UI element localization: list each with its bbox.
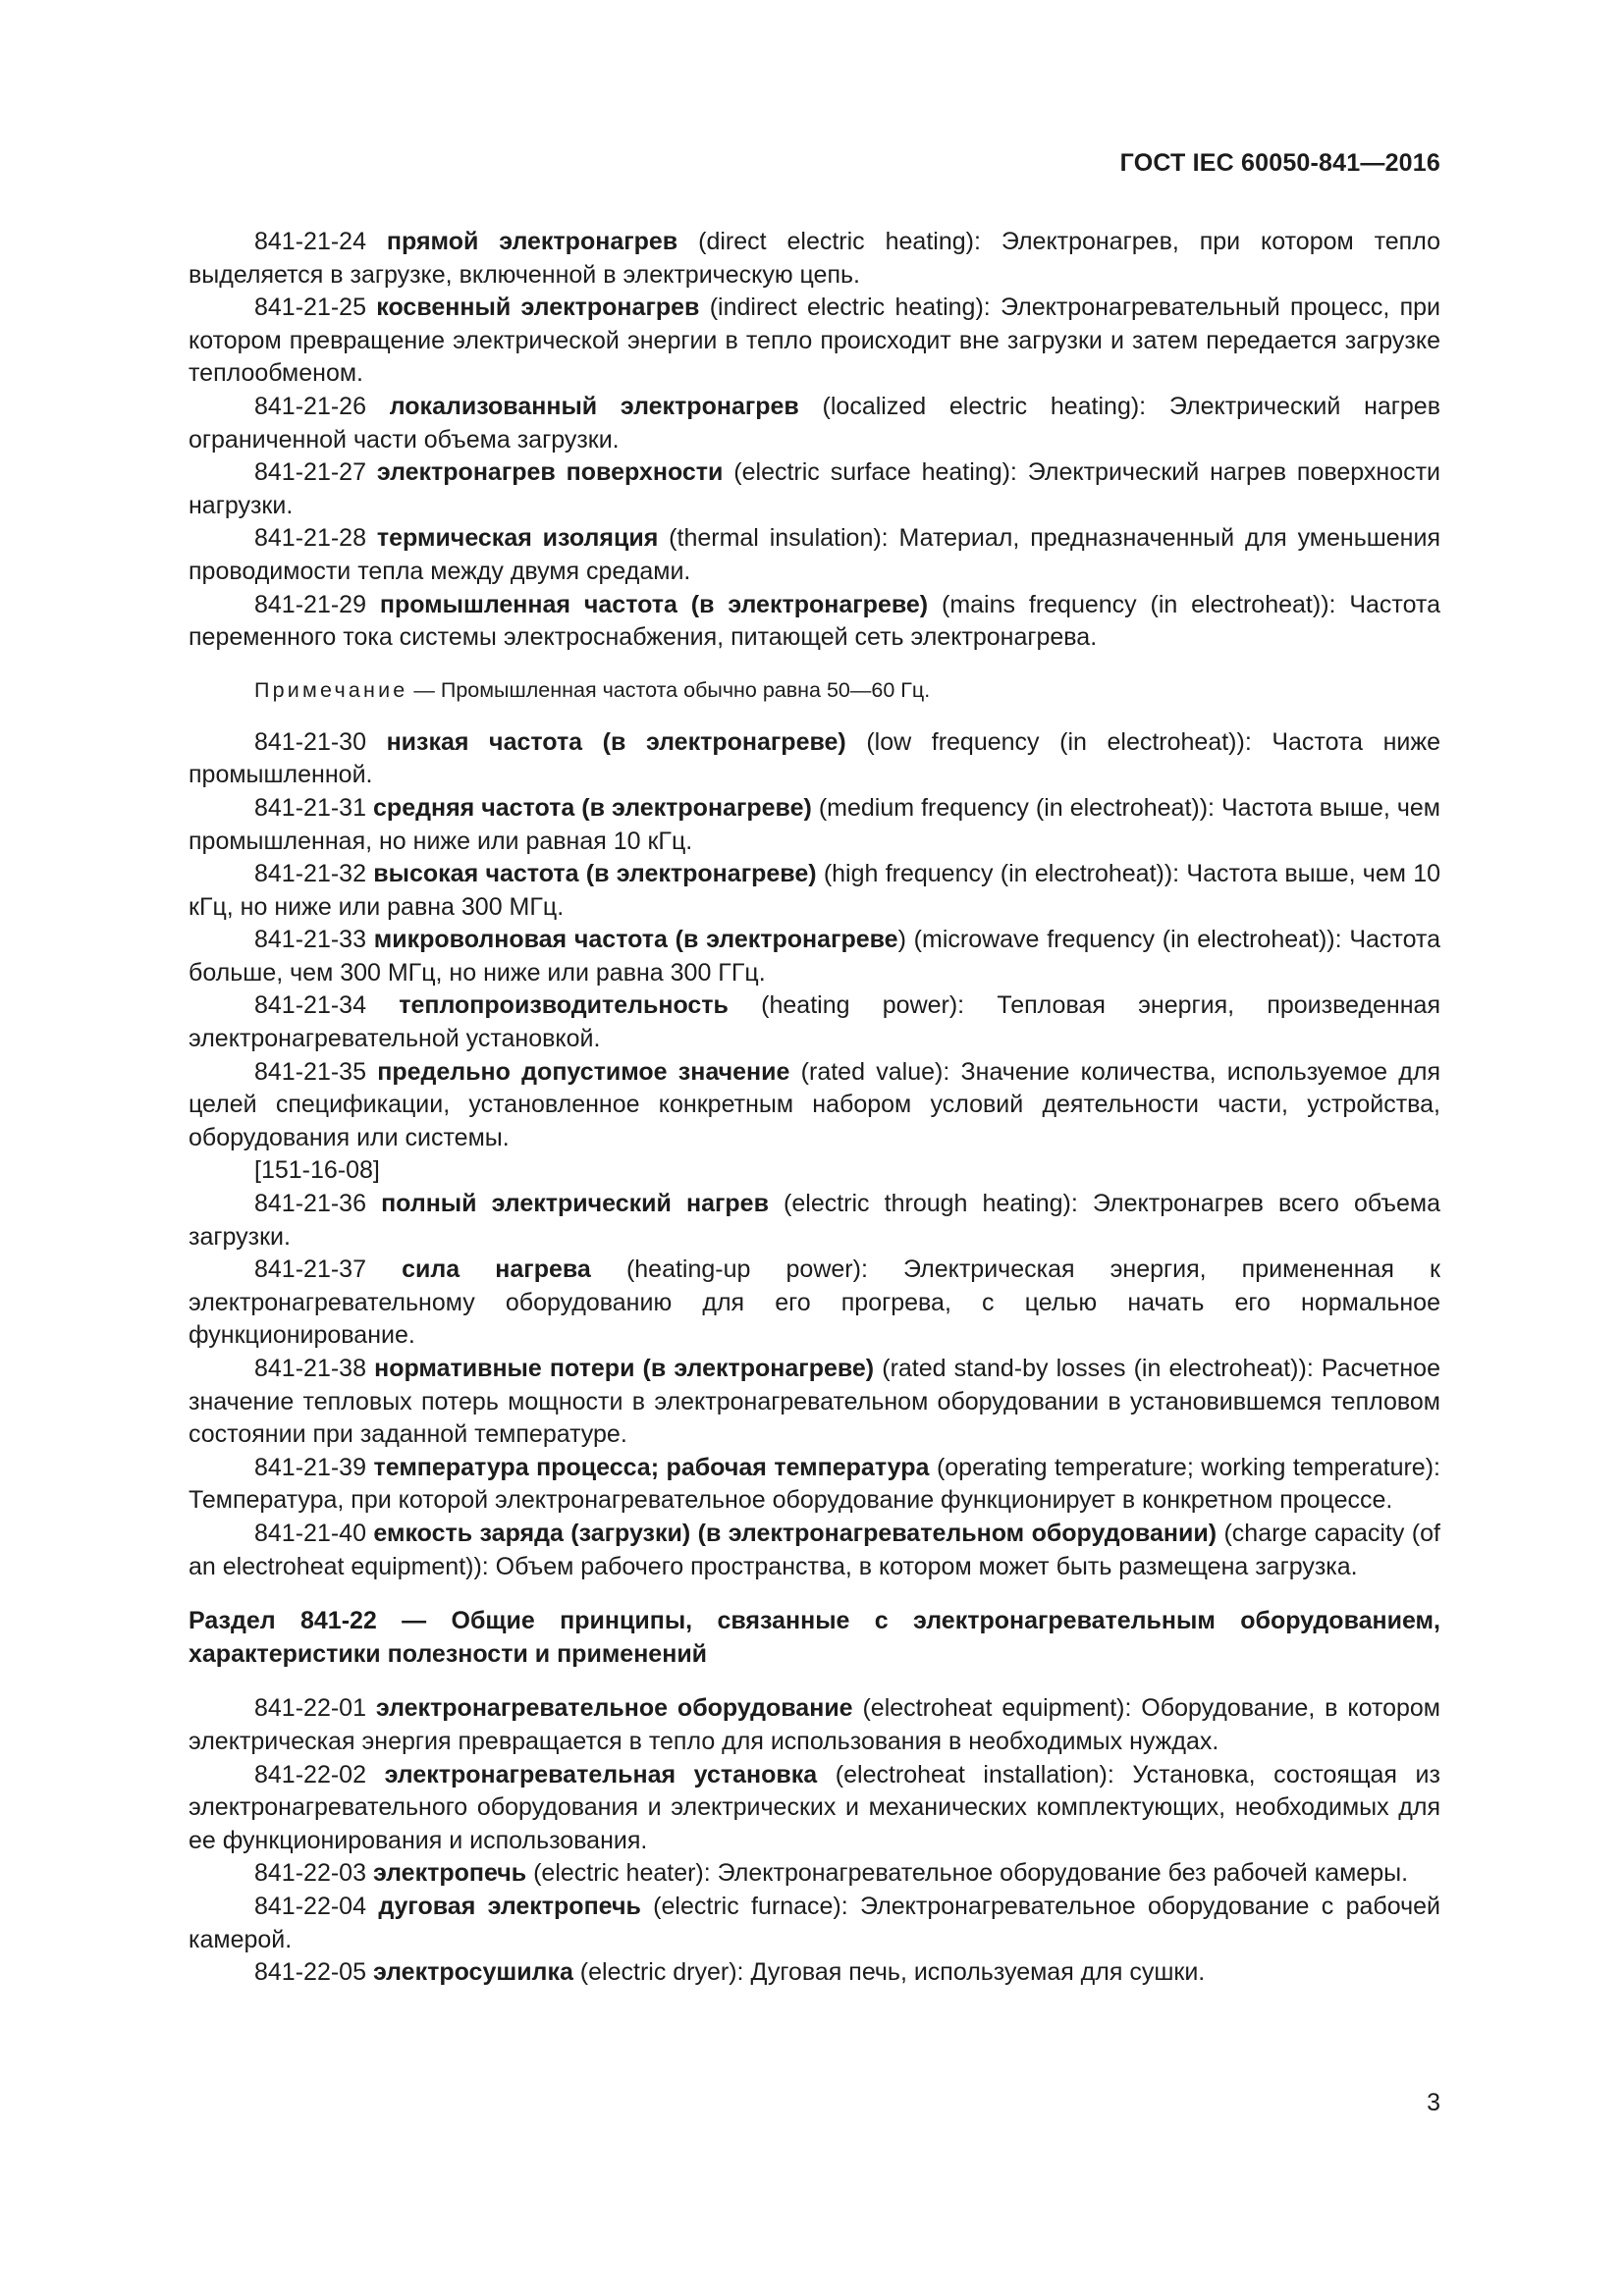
term-entry [189,858,1440,924]
entry-number: 841-21-34 [254,991,366,1020]
term-entry [189,1857,1440,1891]
term-entry [189,1518,1440,1583]
entry-definition: (charge capacity (of an electroheat equipment)): Объем рабочего пространства, в котором может быть размещена загрузка. [189,1519,1440,1580]
term-entry [189,589,1440,655]
entry-term: косвенный электронагрев [376,294,700,322]
note-label: Примечание [254,677,408,702]
entry-definition: (low frequency (in electroheat)): Частота ниже промышленной. [189,727,1441,789]
term-entry [189,1452,1440,1518]
entry-definition: (electric furnace): Электронагревательное оборудование с рабочей камерой. [189,1892,1440,1953]
page-number: 3 [1427,2089,1440,2116]
entry-definition: (medium frequency (in electroheat)): Частота выше, чем промышленная, но ниже или равная 10 кГц. [189,793,1440,855]
entries-group-a [189,226,1440,655]
entry-term: электронагревательное оборудование [375,1694,853,1723]
term-entry [189,1891,1440,1956]
term-entry [189,726,1440,792]
entry-number: 841-21-28 [254,524,366,553]
term-entry [189,292,1440,391]
term-entry [189,989,1440,1055]
entry-definition: (thermal insulation): Материал, предназначенный для уменьшения проводимости тепла между двумя средами. [189,524,1440,585]
entry-number: 841-22-05 [254,1958,366,1987]
entry-definition: (localized electric heating): Электрический нагрев ограниченной части объема загрузки. [189,392,1440,454]
entry-definition: (rated value): Значение количества, используемое для целей спецификации, установленное конкретным набором условий деятельности части, устройства, оборудования или системы. [189,1057,1441,1151]
entry-definition: (heating-up power): Электрическая энергия, примененная к электронагревательному оборудованию для его прогрева, с целью начать его нормальное функционирование. [189,1255,1440,1350]
term-entry [189,924,1440,989]
term-entry [189,226,1440,292]
entry-number: 841-21-26 [254,392,366,420]
entry-term: электронагревательная установка [384,1760,818,1789]
entries-group-b [189,726,1440,1188]
entries-group-c [189,1188,1440,1583]
entry-number: 841-21-35 [254,1057,366,1086]
entry-term: средняя частота (в электронагреве) [373,793,812,822]
entry-term: электросушилка [372,1958,573,1987]
entry-number: 841-21-40 [254,1519,366,1547]
entry-term: электропечь [372,1859,527,1888]
entry-term: температура процесса; рабочая температура [373,1453,930,1481]
entry-definition: (rated stand-by losses (in electroheat)): Расчетное значение тепловых потерь мощности в электронагревательном оборудовании в установившемся тепловом состоянии при заданной температуре. [189,1355,1440,1449]
entry-definition: (electroheat equipment): Оборудование, в котором электрическая энергия превращается в тепло для использования в необходимых нуждах. [189,1694,1440,1755]
term-entry [189,391,1440,456]
entry-number: 841-21-32 [254,860,366,888]
entry-number: 841-21-33 [254,926,366,954]
entry-term: локализованный электронагрев [389,392,799,420]
entry-definition: (electric heater): Электронагревательное оборудование без рабочей камеры. [526,1859,1409,1888]
entry-term: теплопроизводительность [399,991,729,1020]
term-entry [189,1056,1440,1155]
cross-reference: [151-16-08] [254,1156,380,1185]
entry-number: 841-21-31 [254,793,366,822]
entry-number: 841-21-24 [254,228,366,255]
entry-definition: (electroheat installation): Установка, состоящая из электронагревательного оборудования и электрических и механических комплектующих, необходимых для ее функционирования и использования. [189,1760,1440,1854]
entry-term: термическая изоляция [376,524,659,553]
entry-number: 841-21-39 [254,1453,366,1481]
term-entry [189,1692,1440,1758]
entry-term: микроволновая частота (в электронагреве [373,926,898,954]
entry-definition: (electric through heating): Электронагрев всего объема загрузки. [189,1190,1440,1251]
document-header: ГОСТ IEC 60050-841—2016 [1119,149,1440,177]
term-entry [189,522,1440,588]
entry-definition: (operating temperature; working temperature): Температура, при которой электронагревательное оборудование функционирует в конкретном процессе. [189,1453,1440,1515]
term-entry [189,1188,1440,1254]
entries-group-d [189,1692,1440,1989]
entry-number: 841-21-29 [254,590,366,618]
term-entry [189,1254,1440,1353]
entry-number: 841-22-04 [254,1892,366,1920]
entry-number: 841-21-38 [254,1355,366,1382]
term-entry [189,1353,1440,1452]
entry-term: нормативные потери (в электронагреве) [374,1355,875,1382]
entry-definition: (indirect electric heating): Электронагревательный процесс, при котором превращение электрической энергии в тепло происходит вне загрузки и затем передается загрузке теплообменом. [189,294,1440,388]
entry-definition: (electric surface heating): Электрический нагрев поверхности нагрузки. [189,458,1441,519]
entry-definition: (mains frequency (in electroheat)): Частота переменного тока системы электроснабжения, питающей сеть электронагрева. [189,590,1440,652]
term-entry [189,1956,1440,1990]
entry-term: промышленная частота (в электронагреве) [379,590,929,618]
entry-number: 841-21-37 [254,1255,366,1284]
entry-definition: (direct electric heating): Электронагрев, при котором тепло выделяется в загрузке, включенной в электрическую цепь. [189,228,1440,289]
entry-term: низкая частота (в электронагреве) [386,727,846,756]
entry-term: прямой электронагрев [386,228,678,255]
entry-number: 841-22-02 [254,1760,366,1789]
term-entry [189,792,1440,858]
entry-term: электронагрев поверхности [376,458,724,487]
entry-definition: (high frequency (in electroheat)): Частота выше, чем 10 кГц, но ниже или равна 300 МГц. [189,860,1440,921]
note [189,674,1440,707]
entry-number: 841-21-36 [254,1190,366,1218]
term-entry [189,456,1440,522]
entry-term: предельно допустимое значение [377,1057,790,1086]
entry-number: 841-22-03 [254,1859,366,1888]
entry-definition: ) (microwave frequency (in electroheat)): Частота больше, чем 300 МГц, но ниже или равна 300 ГГц. [189,926,1440,987]
entry-term: сила нагрева [402,1255,591,1284]
entry-number: 841-21-25 [254,294,366,322]
entry-definition: (electric dryer): Дуговая печь, используемая для сушки. [572,1958,1206,1987]
entry-number: 841-22-01 [254,1694,366,1723]
entry-term: полный электрический нагрев [381,1190,769,1218]
term-entry [189,1759,1440,1858]
entry-definition: (heating power): Тепловая энергия, произведенная электронагревательной установкой. [189,991,1440,1053]
document-body [189,226,1440,1990]
note-text: — Промышленная частота обычно равна 50—60 Гц. [407,677,931,702]
entry-term: дуговая электропечь [378,1892,641,1920]
entry-number: 841-21-30 [254,727,366,756]
section-heading: Раздел 841-22 — Общие принципы, связанные с электронагревательным оборудованием, характеристики полезности и применений [189,1607,1440,1668]
entry-number: 841-21-27 [254,458,366,487]
entry-term: емкость заряда (загрузки) (в электронагревательном оборудовании) [373,1519,1218,1547]
entry-term: высокая частота (в электронагреве) [373,860,817,888]
